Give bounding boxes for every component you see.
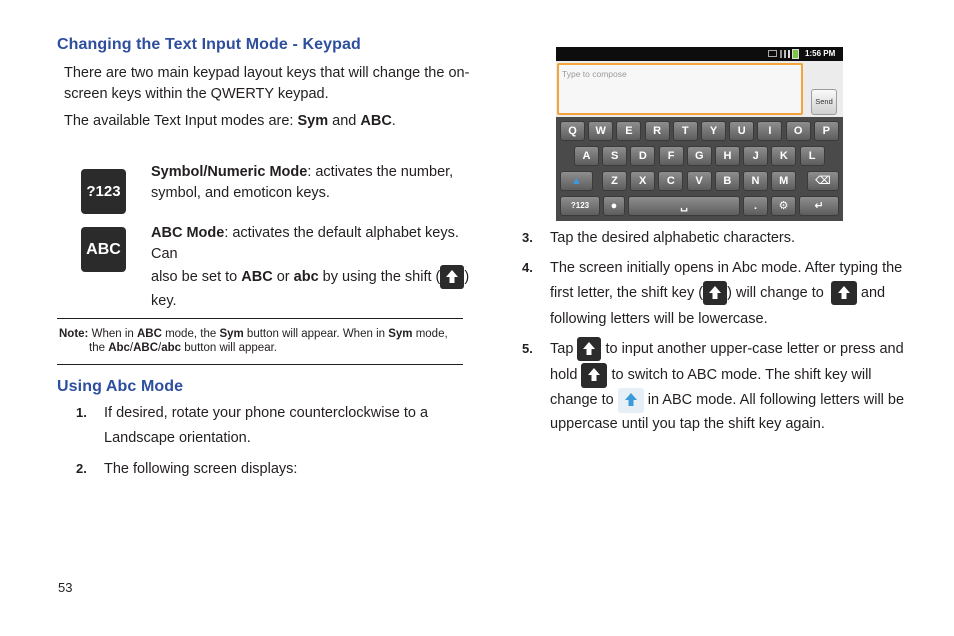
abc-line2-shift-text: by using the shift ( <box>318 269 441 285</box>
key-m[interactable]: M <box>771 171 796 191</box>
status-time: 1:56 PM <box>805 49 836 58</box>
sym-mode-desc-1: : activates the number, <box>307 164 454 180</box>
step-1-line-2: Landscape orientation. <box>104 430 251 446</box>
step-5-l1b: to input another upper-case letter or press and <box>605 341 904 357</box>
step-1-number: 1. <box>76 405 87 420</box>
step-4-number: 4. <box>522 260 533 275</box>
modes-paragraph <box>64 111 396 132</box>
space-key[interactable]: ␣ <box>628 196 740 216</box>
key-s[interactable]: S <box>602 146 627 166</box>
modes-prefix: The available Text Input modes are: <box>64 113 298 129</box>
enter-key[interactable]: ↵ <box>799 196 839 216</box>
note-b5: ABC <box>133 342 159 354</box>
step-5-l2a: hold <box>550 367 578 383</box>
note-bottom-rule <box>57 364 463 365</box>
key-h[interactable]: H <box>715 146 740 166</box>
period-key[interactable]: . <box>743 196 768 216</box>
send-button[interactable]: Send <box>811 89 837 115</box>
intro-paragraph <box>64 63 469 105</box>
status-bar <box>556 47 843 61</box>
sym-mode-icon <box>81 169 126 214</box>
step-1-line-1: If desired, rotate your phone counterclockwise to a <box>104 405 429 421</box>
key-t[interactable]: T <box>673 121 698 141</box>
key-e[interactable]: E <box>616 121 641 141</box>
step-5-line-3 <box>550 387 904 413</box>
step-5-line-4: uppercase until you tap the shift key again. <box>550 416 825 432</box>
step-5-l3a: change to <box>550 392 614 408</box>
shift-key-lower-icon <box>831 281 857 305</box>
intro-line-1: There are two main keypad layout keys that will change the on- <box>64 65 470 81</box>
step-5-number: 5. <box>522 341 533 356</box>
abc-line2-or: or <box>272 269 294 285</box>
key-c[interactable]: C <box>658 171 683 191</box>
key-q[interactable]: Q <box>560 121 585 141</box>
note-b1: ABC <box>136 328 162 340</box>
step-1 <box>76 402 428 424</box>
key-g[interactable]: G <box>687 146 712 166</box>
compose-placeholder: Type to compose <box>562 69 627 79</box>
shift-key-caps-icon <box>618 388 644 413</box>
note-b3: Sym <box>388 328 413 340</box>
key-n[interactable]: N <box>743 171 768 191</box>
key-f[interactable]: F <box>659 146 684 166</box>
modes-period: . <box>391 113 396 129</box>
step-5-l2b: to switch to ABC mode. The shift key will <box>611 367 872 383</box>
mic-key[interactable]: ● <box>603 196 625 216</box>
note-t3: button will appear. When in <box>243 328 389 340</box>
step-4-line-2 <box>550 279 885 307</box>
notification-icon <box>768 50 777 57</box>
step-4-line-3: following letters will be lowercase. <box>550 311 768 327</box>
sym-mode-icon-label: ?123 <box>86 183 121 200</box>
step-4-l2b: ) will change to <box>727 285 824 301</box>
step-3-text: Tap the desired alphabetic characters. <box>550 230 796 246</box>
step-2-number: 2. <box>76 461 87 476</box>
page-number: 53 <box>58 580 73 595</box>
sym-mode-desc-2: symbol, and emoticon keys. <box>151 185 330 201</box>
step-3-number: 3. <box>522 230 533 245</box>
step-2 <box>76 458 297 480</box>
step-4-l2a: first letter, the shift key ( <box>550 285 704 301</box>
key-z[interactable]: Z <box>602 171 627 191</box>
key-u[interactable]: U <box>729 121 754 141</box>
settings-key[interactable]: ⚙ <box>771 196 796 216</box>
abc-mode-title: ABC Mode <box>151 225 225 241</box>
sym-key[interactable]: ?123 <box>560 196 600 216</box>
note-label: Note: <box>59 328 89 340</box>
modes-abc: ABC <box>360 113 392 129</box>
abc-mode-icon-label: ABC <box>86 241 121 258</box>
key-i[interactable]: I <box>757 121 782 141</box>
abc-line2-end: ) key. <box>151 269 470 310</box>
step-2-text: The following screen displays: <box>104 461 298 477</box>
key-b[interactable]: B <box>715 171 740 191</box>
shift-key-icon <box>577 337 601 361</box>
key-k[interactable]: K <box>771 146 796 166</box>
note-slash-2: / <box>158 342 162 354</box>
section-heading-abc: Using Abc Mode <box>57 378 184 395</box>
key-v[interactable]: V <box>687 171 712 191</box>
shift-key-hold-icon <box>581 363 607 388</box>
step-5-l3b: in ABC mode. All following letters will be <box>647 392 905 408</box>
key-w[interactable]: W <box>588 121 613 141</box>
note-top-rule <box>57 318 463 319</box>
modes-and: and <box>328 113 361 129</box>
backspace-key[interactable]: ⌫ <box>807 171 839 191</box>
note-box <box>59 327 459 355</box>
shift-key-icon <box>440 265 464 289</box>
key-r[interactable]: R <box>645 121 670 141</box>
abc-line2-a: also be set to <box>151 269 242 285</box>
step-5 <box>522 336 904 362</box>
abc-mode-description <box>151 223 471 313</box>
shift-key[interactable]: ▲ <box>560 171 593 191</box>
signal-icon <box>780 50 790 58</box>
step-4-line-1: The screen initially opens in Abc mode. After typing the <box>550 260 903 276</box>
shift-key-icon <box>703 281 727 305</box>
key-y[interactable]: Y <box>701 121 726 141</box>
abc-mode-icon <box>81 227 126 272</box>
note-t1: When in <box>88 328 137 340</box>
note-b4: Abc <box>108 342 130 354</box>
compose-field[interactable] <box>557 63 803 115</box>
key-p[interactable]: P <box>814 121 839 141</box>
modes-sym: Sym <box>297 113 329 129</box>
step-4-l2c: and <box>860 285 886 301</box>
step-5-line-2 <box>550 362 872 388</box>
note-line2-end: button will appear. <box>181 342 277 354</box>
note-line2-pre: the <box>89 342 109 354</box>
section-heading-keypad: Changing the Text Input Mode - Keypad <box>57 36 361 53</box>
note-t2: mode, the <box>161 328 220 340</box>
note-b2: Sym <box>219 328 244 340</box>
battery-icon <box>792 49 799 59</box>
note-t4: mode, <box>412 328 448 340</box>
abc-line2-abc-lower: abc <box>293 269 319 285</box>
key-o[interactable]: O <box>786 121 811 141</box>
sym-mode-description <box>151 162 453 204</box>
note-b6: abc <box>161 342 182 354</box>
abc-line2-abc: ABC <box>241 269 273 285</box>
key-x[interactable]: X <box>630 171 655 191</box>
key-d[interactable]: D <box>630 146 655 166</box>
phone-screenshot <box>556 47 843 221</box>
key-a[interactable]: A <box>574 146 599 166</box>
note-slash-1: / <box>129 342 134 354</box>
qwerty-keyboard <box>556 117 843 221</box>
step-4 <box>522 257 902 279</box>
key-j[interactable]: J <box>743 146 768 166</box>
key-l[interactable]: L <box>800 146 825 166</box>
intro-line-2: screen keys within the QWERTY keypad. <box>64 86 329 102</box>
sym-mode-title: Symbol/Numeric Mode <box>151 164 308 180</box>
abc-mode-desc-1: : activates the default alphabet keys. Can <box>151 225 459 262</box>
step-3 <box>522 227 795 249</box>
step-5-l1a: Tap <box>550 341 574 357</box>
